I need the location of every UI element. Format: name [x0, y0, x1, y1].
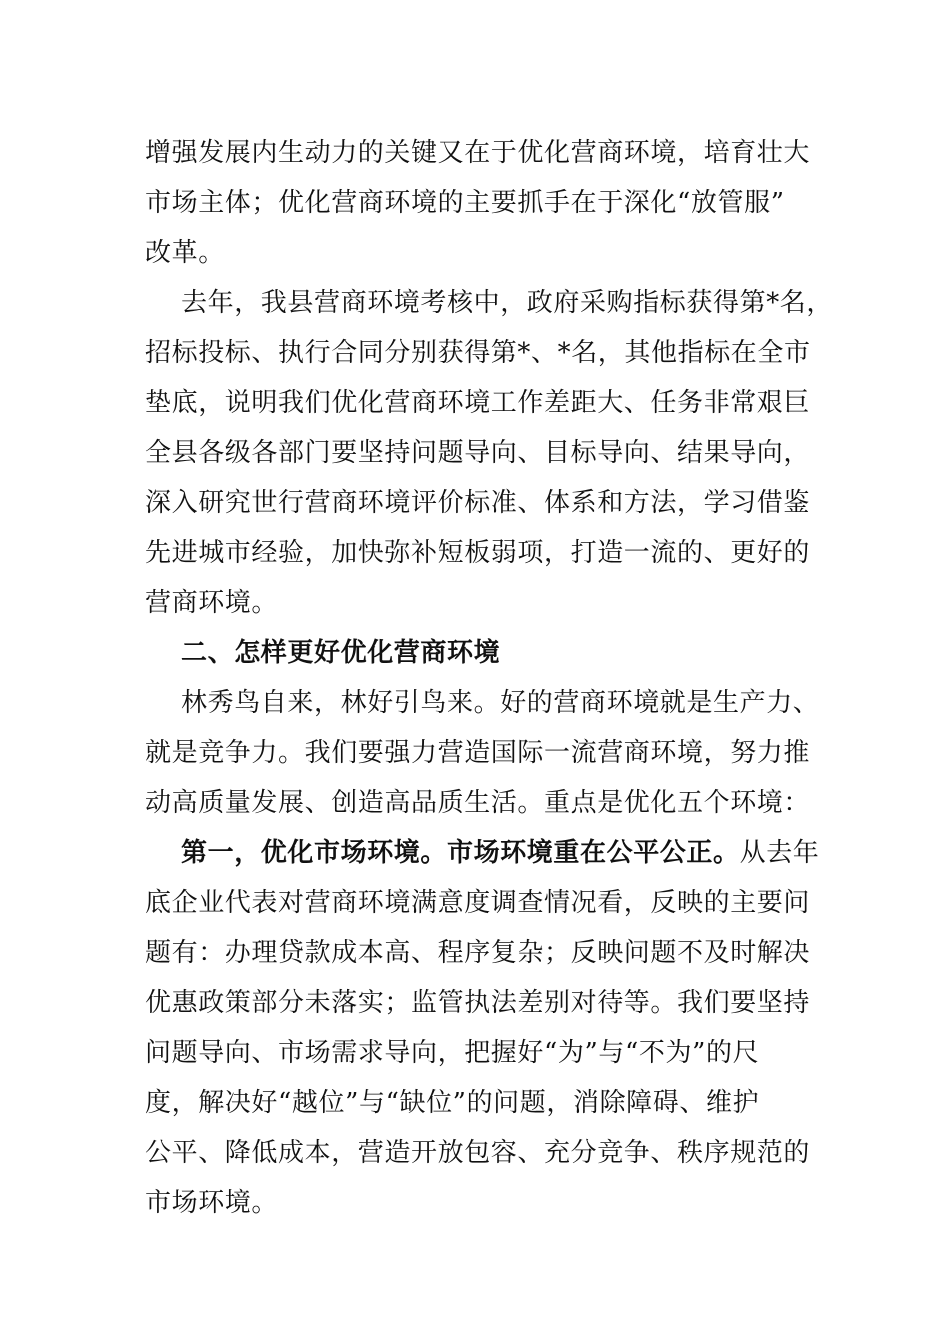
paragraph-line: 问题导向、市场需求导向，把握好“为”与“不为”的尺: [145, 1038, 760, 1068]
paragraph-line: 垫底，说明我们优化营商环境工作差距大、任务非常艰巨: [145, 388, 811, 418]
paragraph-line: 去年，我县营商环境考核中，政府采购指标获得第*名，: [181, 288, 834, 318]
paragraph-line: 市场环境。: [145, 1188, 279, 1218]
paragraph-line: 增强发展内生动力的关键又在于优化营商环境，培育壮大: [145, 138, 811, 168]
paragraph-line: 招标投标、执行合同分别获得第*、*名，其他指标在全市: [145, 338, 811, 368]
paragraph-line: 底企业代表对营商环境满意度调查情况看，反映的主要问: [145, 888, 811, 918]
paragraph-line: 题有：办理贷款成本高、程序复杂；反映问题不及时解决: [145, 938, 811, 968]
paragraph-line: 营商环境。: [145, 588, 279, 618]
paragraph-line: 动高质量发展、创造高品质生活。重点是优化五个环境：: [145, 788, 811, 818]
paragraph-line: 市场主体；优化营商环境的主要抓手在于深化“放管服”: [145, 188, 785, 218]
paragraph-line: 度，解决好“越位”与“缺位”的问题，消除障碍、维护: [145, 1088, 760, 1118]
paragraph-line: 就是竞争力。我们要强力营造国际一流营商环境，努力推: [145, 738, 811, 768]
paragraph-line: 深入研究世行营商环境评价标准、体系和方法，学习借鉴: [145, 488, 811, 518]
paragraph-line: 林秀鸟自来，林好引鸟来。好的营商环境就是生产力、: [181, 688, 820, 718]
paragraph-line: 全县各级各部门要坚持问题导向、目标导向、结果导向，: [145, 438, 811, 468]
paragraph-line: 先进城市经验，加快弥补短板弱项，打造一流的、更好的: [145, 538, 811, 568]
lead-rest-text: 从去年: [739, 838, 820, 868]
paragraph-line: 改革。: [145, 238, 225, 268]
paragraph-line: 优惠政策部分未落实；监管执法差别对待等。我们要坚持: [145, 988, 811, 1018]
paragraph-first-line: [181, 833, 819, 873]
bold-lead-text: 第一，优化市场环境。市场环境重在公平公正。: [181, 838, 740, 868]
paragraph-line: 公平、降低成本，营造开放包容、充分竞争、秩序规范的: [145, 1138, 811, 1168]
section-heading: 二、怎样更好优化营商环境: [181, 638, 501, 668]
